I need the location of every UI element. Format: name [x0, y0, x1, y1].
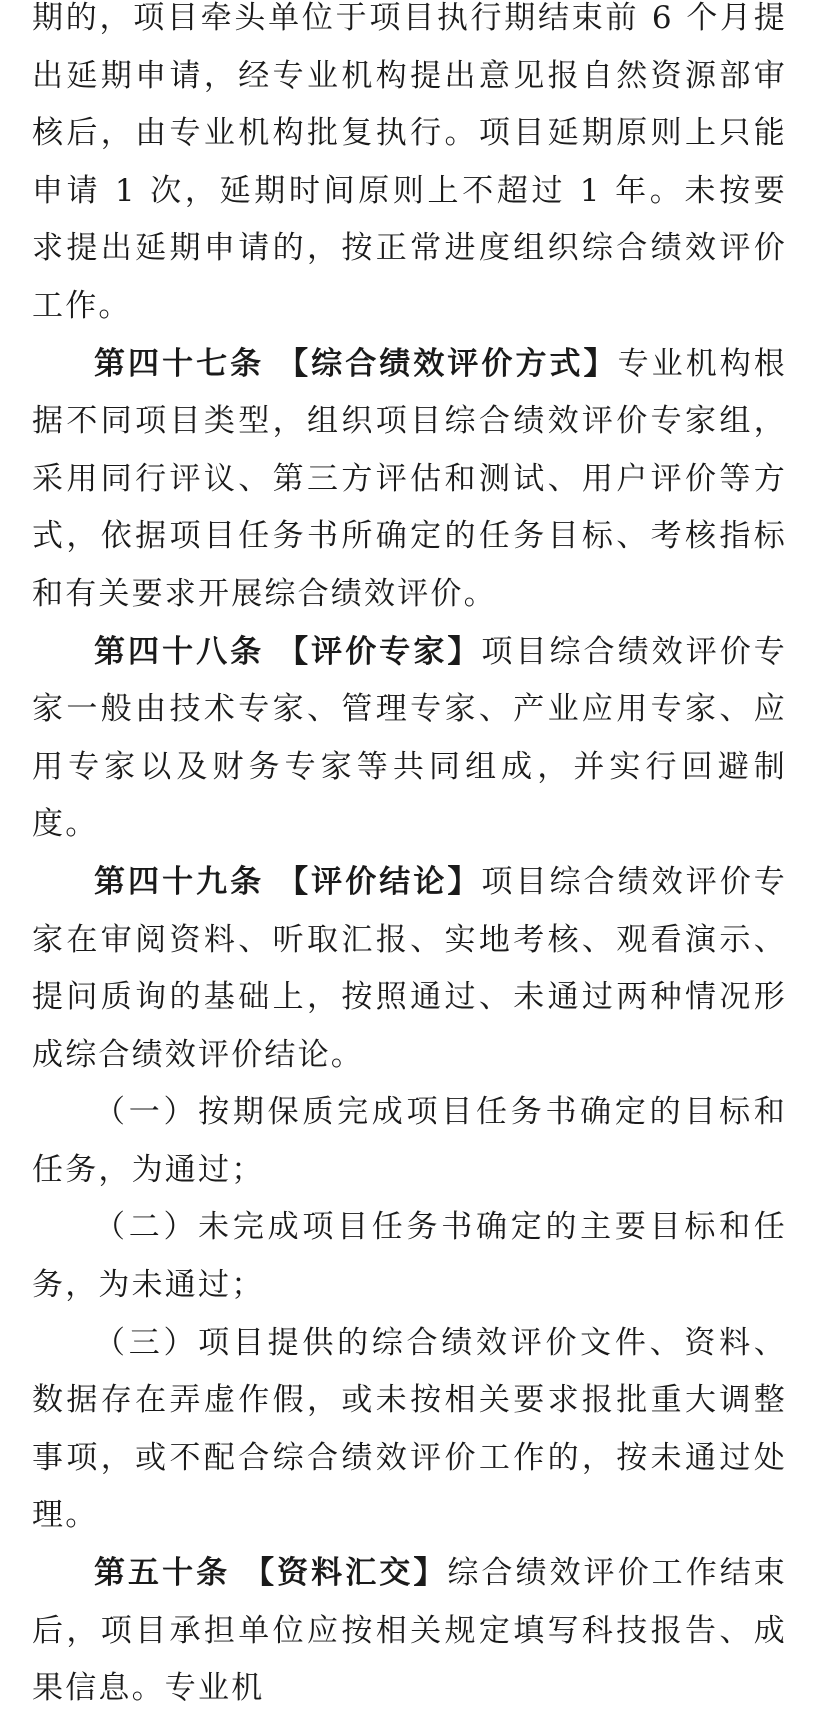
- list-item-1: [32, 1084, 787, 1199]
- article-text: 综合绩效评价工作结束后，项目承担单位应按相关规定填写科技报告、成果信息。专业机: [32, 1555, 787, 1707]
- list-item-3: [32, 1315, 787, 1545]
- article-48: [32, 624, 787, 854]
- article-text: 专业机构根据不同项目类型，组织项目综合绩效评价专家组，采用同行评议、第三方评估和测试、用户评价等方式，依据项目任务书所确定的任务目标、考核指标和有关要求开展综合绩效评价。: [32, 345, 787, 612]
- article-text: 项目综合绩效评价专家一般由技术专家、管理专家、产业应用专家、应用专家以及财务专家等共同组成，并实行回避制度。: [32, 633, 787, 843]
- list-item-text: （二）未完成项目任务书确定的主要目标和任务，为未通过；: [32, 1209, 787, 1304]
- article-title: 【评价专家】: [277, 633, 482, 670]
- document-page: [32, 0, 787, 1718]
- paragraph-extension-rules: [32, 0, 787, 336]
- paragraph-text: 期的，项目牵头单位于项目执行期结束前 6 个月提出延期申请，经专业机构提出意见报自然资源部审核后，由专业机构批复执行。项目延期原则上只能申请 1 次，延期时间原则上不超过 1 年。未按要求提出延期申请的，按正常进度组织综合绩效评价工作。: [32, 0, 787, 324]
- article-number: 第四十八条: [94, 633, 265, 670]
- article-number: 第四十七条: [94, 345, 265, 382]
- article-49: [32, 854, 787, 1084]
- article-title: 【资料汇交】: [243, 1555, 448, 1592]
- article-title: 【综合绩效评价方式】: [277, 345, 618, 382]
- article-47: [32, 336, 787, 624]
- list-item-2: [32, 1199, 787, 1314]
- list-item-text: （三）项目提供的综合绩效评价文件、资料、数据存在弄虚作假，或未按相关要求报批重大调整事项，或不配合综合绩效评价工作的，按未通过处理。: [32, 1324, 787, 1534]
- article-text: 项目综合绩效评价专家在审阅资料、听取汇报、实地考核、观看演示、提问质询的基础上，按照通过、未通过两种情况形成综合绩效评价结论。: [32, 863, 787, 1073]
- article-number: 第五十条: [94, 1555, 231, 1592]
- list-item-text: （一）按期保质完成项目任务书确定的目标和任务，为通过；: [32, 1094, 787, 1188]
- article-title: 【评价结论】: [277, 863, 482, 900]
- article-number: 第四十九条: [94, 863, 265, 900]
- article-50: [32, 1545, 787, 1718]
